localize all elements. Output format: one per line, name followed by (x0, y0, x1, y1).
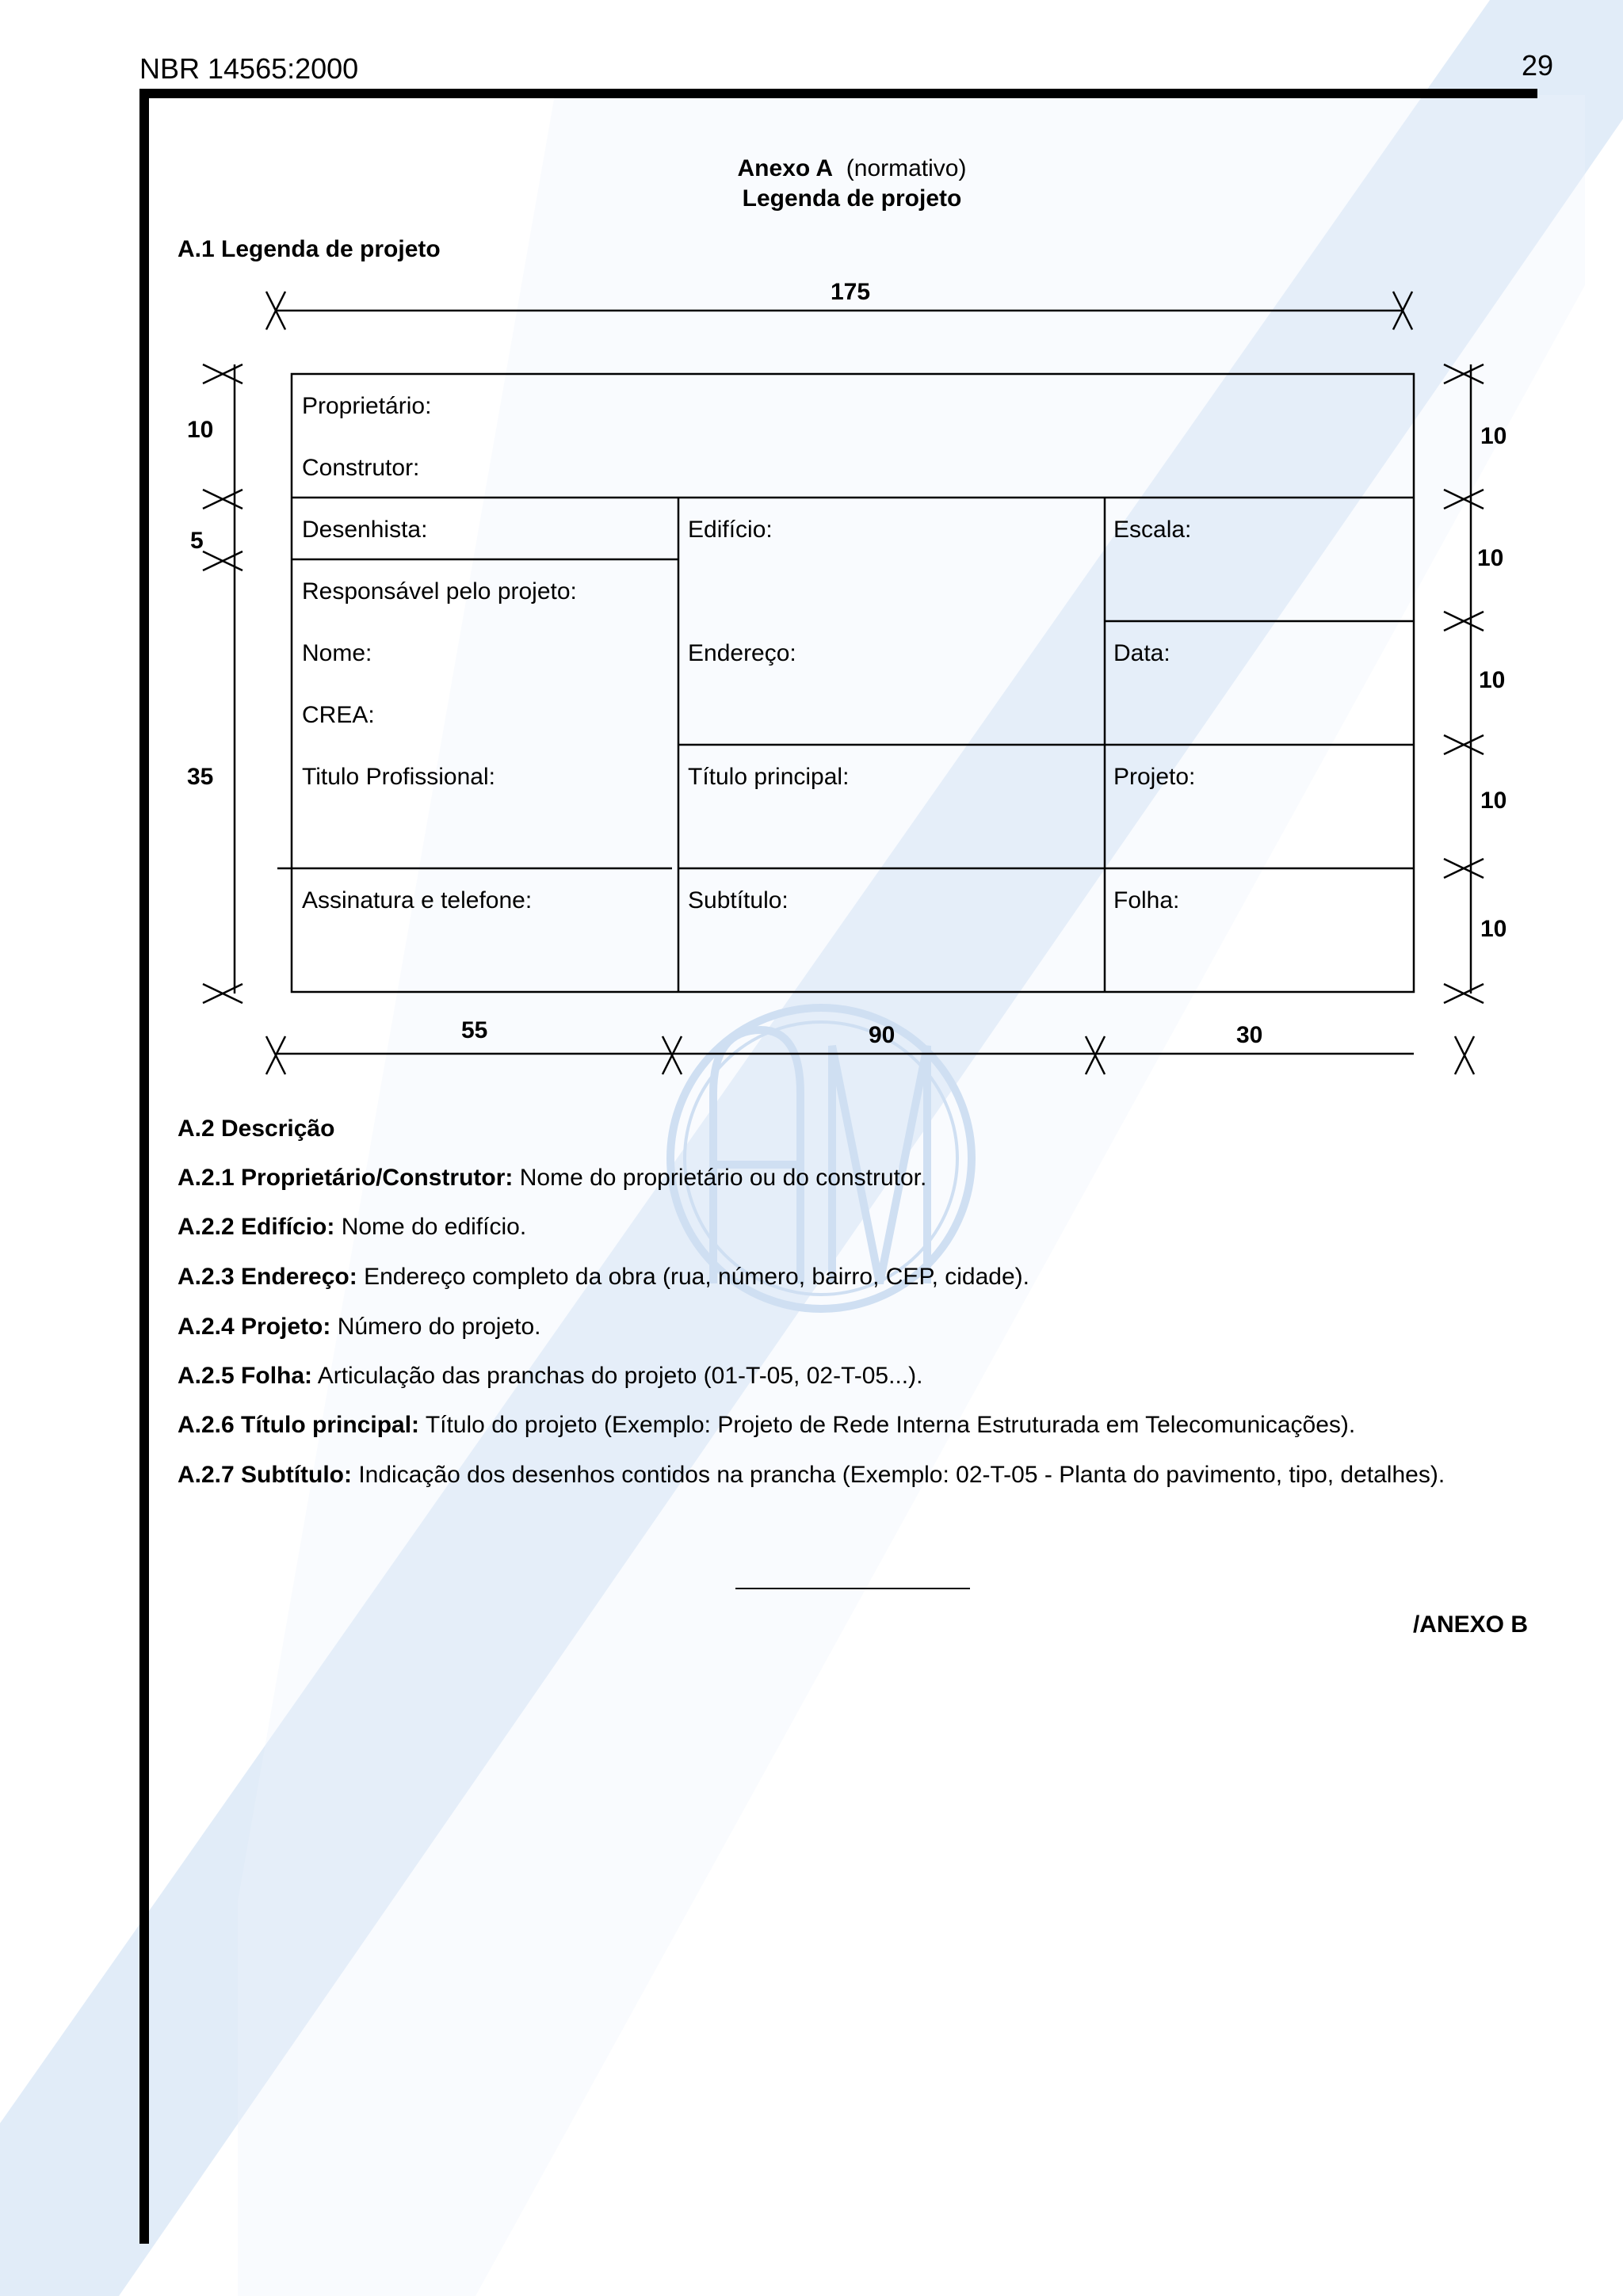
dim-col-2: 90 (869, 1022, 896, 1048)
top-rule (139, 89, 1537, 98)
description-item (178, 1264, 1029, 1291)
dim-col-1: 55 (461, 1017, 488, 1043)
description-text: Número do projeto. (330, 1314, 541, 1340)
dim-total-width: 175 (831, 279, 871, 305)
field-subtitulo: Subtítulo: (688, 887, 789, 913)
dim-left-1: 10 (187, 417, 214, 443)
description-label: A.2.3 Endereço: (178, 1264, 357, 1290)
dim-col-3: 30 (1236, 1022, 1263, 1048)
description-text: Indicação dos desenhos contidos na prancha (Exemplo: 02-T-05 - Planta do pavimento, tipo, detalhes). (352, 1462, 1445, 1488)
dim-right-1: 10 (1480, 423, 1507, 449)
description-text: Articulação das pranchas do projeto (01-T-05, 02-T-05...). (312, 1363, 923, 1389)
annex-qualifier: (normativo) (846, 155, 967, 181)
description-item (178, 1165, 926, 1192)
field-assinatura: Assinatura e telefone: (302, 887, 533, 913)
dim-left-3: 35 (187, 764, 214, 790)
page-number: 29 (1521, 49, 1553, 82)
field-data: Data: (1113, 640, 1170, 666)
section-a2-heading: A.2 Descrição (178, 1116, 335, 1142)
field-crea: CREA: (302, 702, 375, 728)
description-label: A.2.5 Folha: (178, 1363, 313, 1389)
dim-right-4: 10 (1480, 788, 1507, 814)
description-item (178, 1314, 541, 1341)
standard-code: NBR 14565:2000 (139, 52, 359, 85)
field-endereco: Endereço: (688, 640, 796, 666)
annex-title-line (697, 155, 1006, 182)
description-item (178, 1214, 526, 1241)
section-a1-heading: A.1 Legenda de projeto (178, 236, 441, 262)
description-label: A.2.6 Título principal: (178, 1412, 420, 1438)
annex-title: Anexo A (737, 155, 834, 181)
description-text: Nome do proprietário ou do construtor. (513, 1165, 927, 1191)
description-text: Nome do edifício. (334, 1214, 527, 1240)
description-text: Endereço completo da obra (rua, número, bairro, CEP, cidade). (357, 1264, 1029, 1290)
field-nome: Nome: (302, 640, 372, 666)
dim-right-3: 10 (1479, 667, 1506, 693)
field-edificio: Edifício: (688, 517, 773, 543)
field-titulo-principal: Título principal: (688, 764, 850, 790)
description-item (178, 1462, 1445, 1489)
dim-left-2: 5 (190, 528, 204, 554)
left-rule (139, 89, 149, 2244)
description-label: A.2.4 Projeto: (178, 1314, 331, 1340)
field-escala: Escala: (1113, 517, 1192, 543)
description-label: A.2.7 Subtítulo: (178, 1462, 352, 1488)
annex-subtitle: Legenda de projeto (742, 185, 962, 212)
description-item (178, 1363, 922, 1390)
field-titulo-profissional: Titulo Profissional: (302, 764, 495, 790)
field-proprietario: Proprietário: (302, 393, 432, 419)
field-responsavel: Responsável pelo projeto: (302, 578, 577, 605)
description-text: Título do projeto (Exemplo: Projeto de Rede Interna Estruturada em Telecomunicações). (419, 1412, 1356, 1438)
dim-right-2: 10 (1477, 545, 1504, 571)
field-projeto: Projeto: (1113, 764, 1196, 790)
field-folha: Folha: (1113, 887, 1180, 913)
end-separator (735, 1588, 970, 1589)
dim-right-5: 10 (1480, 916, 1507, 942)
description-item (178, 1412, 1355, 1439)
next-annex-marker: /ANEXO B (1412, 1611, 1528, 1638)
description-label: A.2.1 Proprietário/Construtor: (178, 1165, 514, 1191)
description-label: A.2.2 Edifício: (178, 1214, 335, 1240)
field-construtor: Construtor: (302, 455, 420, 481)
field-desenhista: Desenhista: (302, 517, 428, 543)
